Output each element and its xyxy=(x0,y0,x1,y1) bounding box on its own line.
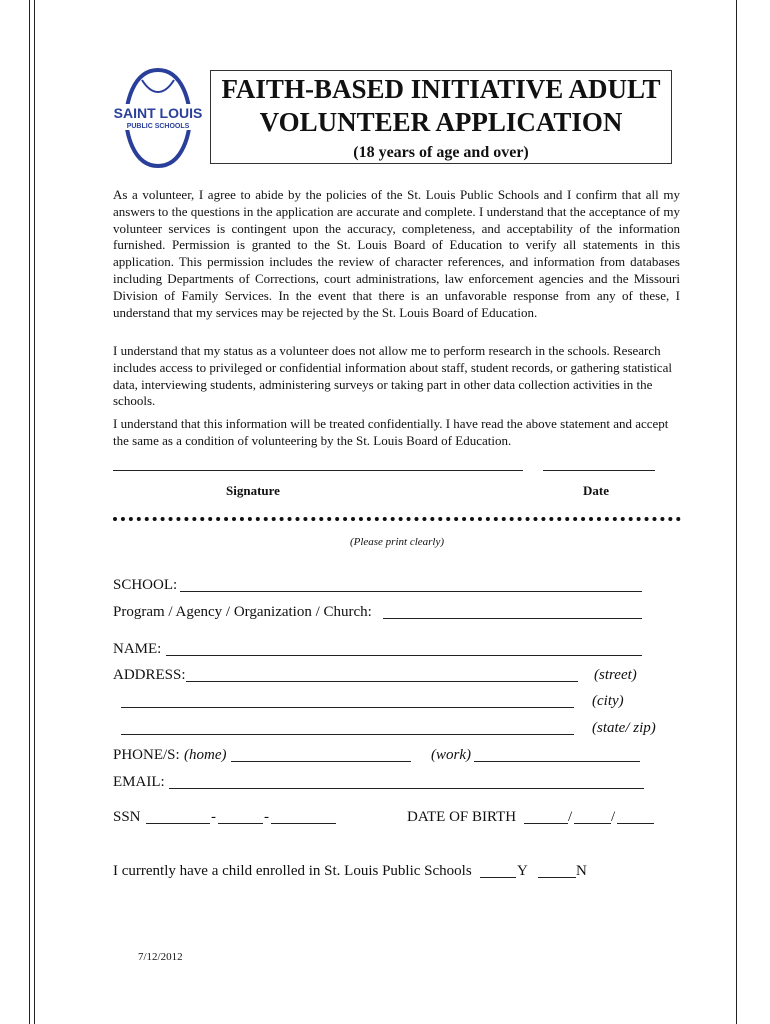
address-label: ADDRESS: xyxy=(113,667,186,683)
work-hint: (work) xyxy=(431,747,471,763)
name-input-line[interactable] xyxy=(166,655,642,657)
school-label: SCHOOL: xyxy=(113,577,178,593)
title-line-1: FAITH-BASED INITIATIVE ADULT xyxy=(221,74,661,104)
dob-month-input-line[interactable] xyxy=(524,823,568,825)
subtitle: (18 years of age and over) xyxy=(353,144,529,161)
dob-separator: / xyxy=(611,809,616,825)
agreement-paragraph: As a volunteer, I agree to abide by the policies of the St. Louis Public Schools and I confirm that all my answers to the questions in the application are accurate and complete. I understand that the acceptance of my volunteer services is contingent upon the accuracy, completeness, and acceptability of the information furnished. Permission is granted to the St. Louis Board of Education to verify all statements in this application. This permission includes the review of character references, and information from databases including Departments of Corrections, court administrations, law enforcement agencies and the Missouri Division of Family Services. In the event that there is an unfavorable response from any of these, I understand that my services may be rejected by the St. Louis Board of Education. xyxy=(113,187,680,320)
work-phone-input-line[interactable] xyxy=(474,761,640,763)
email-label: EMAIL: xyxy=(113,774,165,790)
logo-text-public-schools: PUBLIC SCHOOLS xyxy=(126,123,190,130)
state-zip-input-line[interactable] xyxy=(121,734,574,736)
ssn-part3-input-line[interactable] xyxy=(271,823,336,825)
title-line-2: VOLUNTEER APPLICATION xyxy=(259,107,623,137)
city-input-line[interactable] xyxy=(121,707,574,709)
ssn-separator: - xyxy=(264,809,269,825)
title-box xyxy=(210,70,672,164)
page-border-line xyxy=(736,0,737,1024)
home-phone-input-line[interactable] xyxy=(231,761,411,763)
program-input-line[interactable] xyxy=(383,618,642,620)
home-hint: (home) xyxy=(184,747,227,763)
ssn-part1-input-line[interactable] xyxy=(146,823,210,825)
cut-line-divider xyxy=(113,517,681,521)
name-label: NAME: xyxy=(113,641,162,657)
dob-label: DATE OF BIRTH xyxy=(407,809,517,825)
yes-input-line[interactable] xyxy=(480,877,516,879)
city-hint: (city) xyxy=(592,693,624,709)
signature-input-line[interactable] xyxy=(113,470,523,472)
program-label: Program / Agency / Organization / Church: xyxy=(113,604,372,620)
street-hint: (street) xyxy=(594,667,637,683)
school-input-line[interactable] xyxy=(180,591,642,593)
no-input-line[interactable] xyxy=(538,877,576,879)
page-border-line xyxy=(34,0,35,1024)
ssn-separator: - xyxy=(211,809,216,825)
revision-date: 7/12/2012 xyxy=(138,951,183,963)
dob-year-input-line[interactable] xyxy=(617,823,654,825)
dob-day-input-line[interactable] xyxy=(574,823,611,825)
saint-louis-public-schools-logo xyxy=(112,66,204,170)
state-zip-hint: (state/ zip) xyxy=(592,720,656,736)
ssn-part2-input-line[interactable] xyxy=(218,823,263,825)
print-clearly-note: (Please print clearly) xyxy=(349,536,445,548)
dob-separator: / xyxy=(568,809,573,825)
research-paragraph: I understand that my status as a volunteer does not allow me to perform research in the schools. Research includes access to privileged or confidential information about staff, student records, or gathering statistical data, interviewing students, administering surveys or taking part in other data collection activities in the schools. xyxy=(113,343,672,409)
child-enrolled-question: I currently have a child enrolled in St. Louis Public Schools xyxy=(113,863,472,879)
logo-text-saint-louis: SAINT LOUIS xyxy=(113,105,203,121)
date-label: Date xyxy=(583,483,609,498)
no-option: N xyxy=(576,863,587,879)
street-input-line[interactable] xyxy=(186,681,578,683)
date-input-line[interactable] xyxy=(543,470,655,472)
phone-label: PHONE/S: xyxy=(113,747,180,763)
ssn-label: SSN xyxy=(113,809,141,825)
email-input-line[interactable] xyxy=(169,788,644,790)
signature-label: Signature xyxy=(226,483,280,498)
confidentiality-paragraph: I understand that this information will be treated confidentially. I have read the above statement and accept the same as a condition of volunteering by the St. Louis Board of Education. xyxy=(113,416,669,448)
yes-option: Y xyxy=(517,863,528,879)
page-border-line xyxy=(29,0,30,1024)
